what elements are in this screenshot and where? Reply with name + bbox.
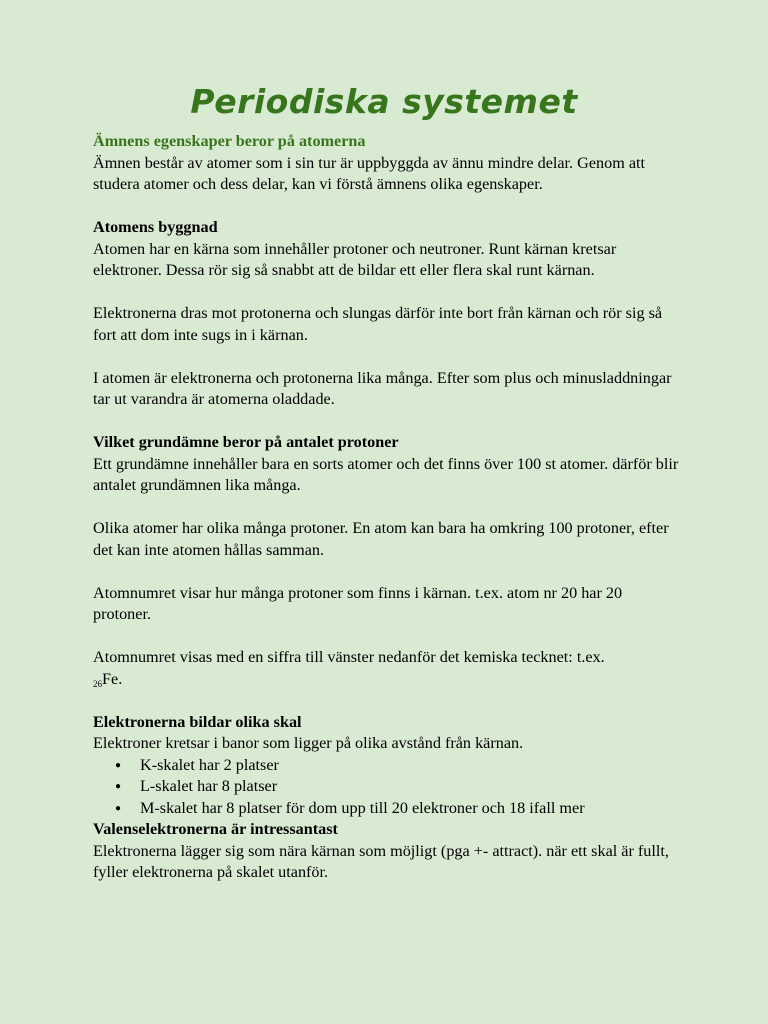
bullet-icon: ● <box>115 802 122 814</box>
bullet-icon: ● <box>115 759 122 771</box>
list-item-text: M-skalet har 8 platser för dom upp till 20 elektroner och 18 ifall mer <box>140 798 585 817</box>
list-item-text: K-skalet har 2 platser <box>140 755 279 774</box>
section-valenselektroner <box>93 819 683 884</box>
spacer <box>93 346 683 368</box>
paragraph: I atomen är elektronerna och protonerna lika många. Efter som plus och minusladdningar tar ut varandra är atomerna oladdade. <box>93 368 672 408</box>
paragraph: Olika atomer har olika många protoner. En atom kan bara ha omkring 100 protoner, efter det kan inte atomen hållas samman. <box>93 519 669 559</box>
section-heading: Atomens byggnad <box>93 218 218 236</box>
paragraph-text: Atomnumret visas med en siffra till vänster nedanför det kemiska tecknet: t.ex. <box>93 648 605 666</box>
paragraph-chemical-notation <box>93 647 683 690</box>
atomic-number-subscript: 26 <box>93 678 102 689</box>
paragraph: Elektronerna dras mot protonerna och slungas därför inte bort från kärnan och rör sig så fort att dom inte sugs in i kärnan. <box>93 304 663 344</box>
list-item <box>93 798 683 820</box>
shell-list <box>93 755 683 820</box>
list-item-text: L-skalet har 8 platser <box>140 777 278 795</box>
spacer <box>93 282 683 304</box>
paragraph: Elektroner kretsar i banor som ligger på olika avstånd från kärnan. <box>93 734 524 752</box>
document-body <box>93 131 683 884</box>
chemical-symbol: Fe. <box>102 669 123 688</box>
section-amnens-egenskaper <box>93 131 683 196</box>
spacer <box>93 626 683 648</box>
spacer <box>93 497 683 519</box>
list-item <box>93 776 683 798</box>
bullet-icon: ● <box>115 781 122 792</box>
section-heading: Elektronerna bildar olika skal <box>93 712 302 731</box>
spacer <box>93 411 683 433</box>
section-grundamne <box>93 432 683 690</box>
paragraph: Atomen har en kärna som innehåller protoner och neutroner. Runt kärnan kretsar elektroner. Dessa rör sig så snabbt att de bildar ett eller flera skal runt kärnan. <box>93 239 617 279</box>
section-atomens-byggnad <box>93 217 683 411</box>
section-elektronskal <box>93 712 683 820</box>
paragraph: Elektronerna lägger sig som nära kärnan som möjligt (pga +- attract). när ett skal är fullt, fyller elektronerna på skalet utanför. <box>93 841 669 881</box>
section-heading: Vilket grundämne beror på antalet protoner <box>93 433 399 451</box>
spacer <box>93 561 683 583</box>
page-title: Periodiska systemet <box>190 82 578 121</box>
paragraph: Ämnen består av atomer som i sin tur är uppbyggda av ännu mindre delar. Genom att studera atomer och dess delar, kan vi förstå ämnens olika egenskaper. <box>93 153 646 193</box>
spacer <box>93 196 683 218</box>
paragraph: Ett grundämne innehåller bara en sorts atomer och det finns över 100 st atomer. därför blir antalet grundämnen lika många. <box>93 454 679 494</box>
spacer <box>93 690 683 712</box>
list-item <box>93 755 683 777</box>
section-heading: Valenselektronerna är intressantast <box>93 820 338 838</box>
paragraph: Atomnumret visar hur många protoner som finns i kärnan. t.ex. atom nr 20 har 20 protoner. <box>93 583 623 623</box>
section-heading: Ämnens egenskaper beror på atomerna <box>93 132 366 150</box>
